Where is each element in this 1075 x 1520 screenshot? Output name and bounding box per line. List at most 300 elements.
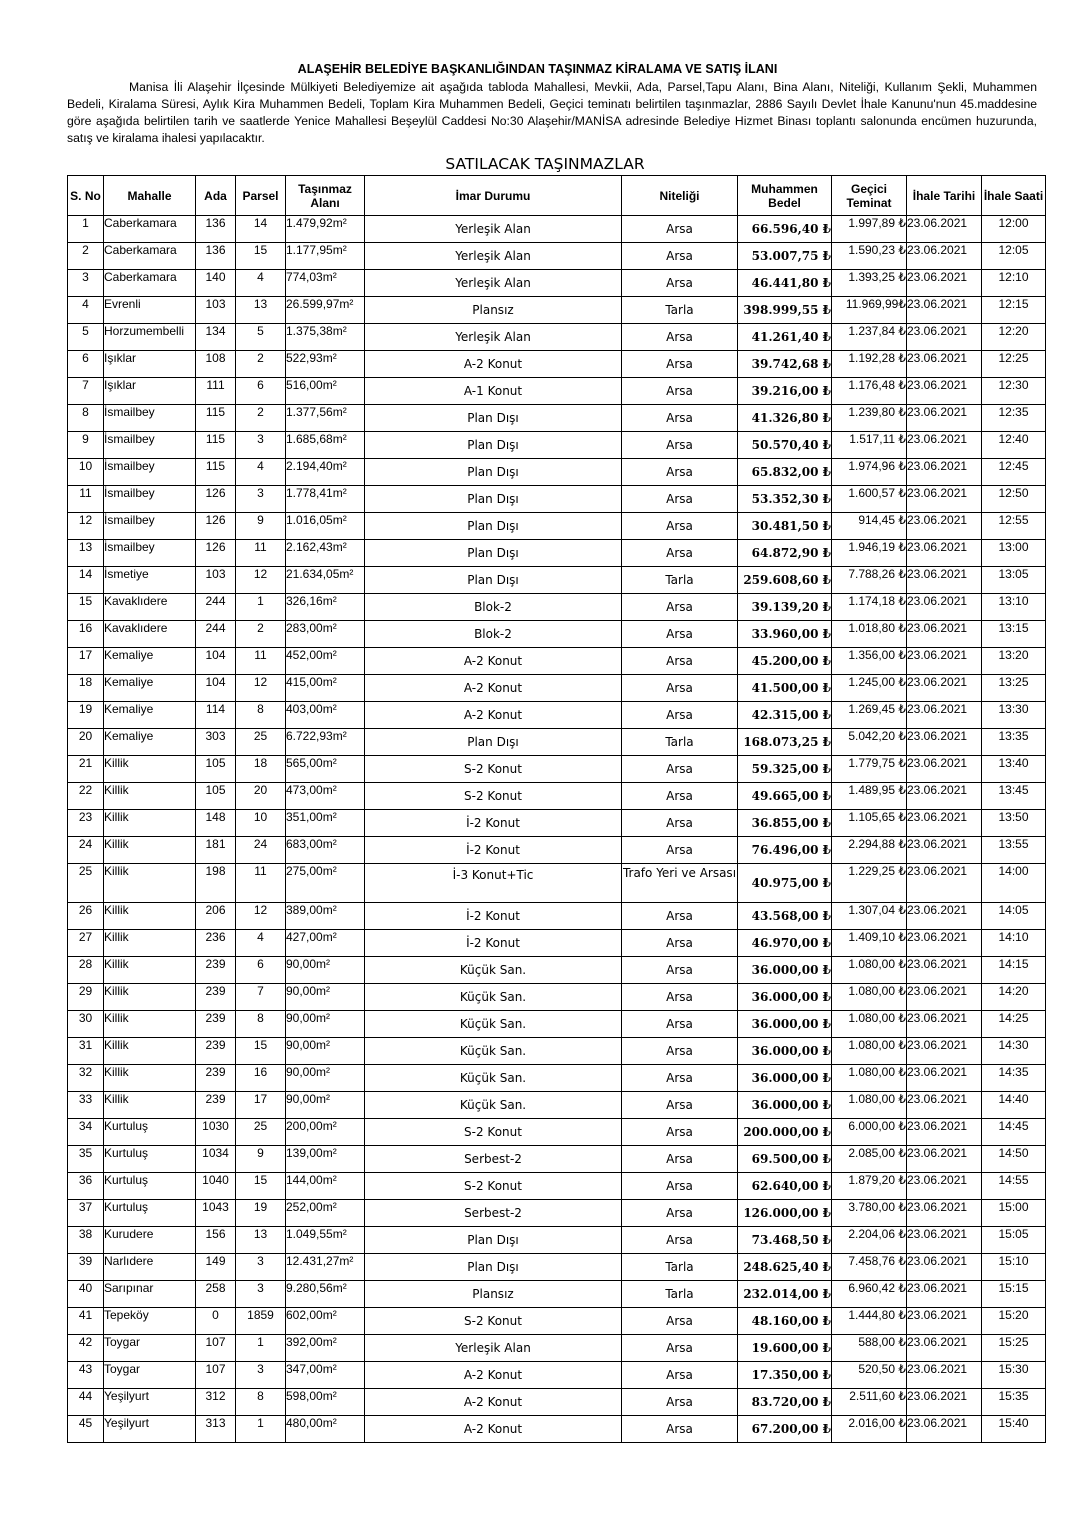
cell-mahalle: Toygar bbox=[104, 1335, 196, 1362]
cell-sno: 30 bbox=[68, 1011, 104, 1038]
cell-mahalle: Killik bbox=[104, 1011, 196, 1038]
cell-ada: 136 bbox=[196, 216, 236, 243]
cell-mahalle: Killik bbox=[104, 864, 196, 903]
cell-tarih: 23.06.2021 bbox=[907, 1173, 982, 1200]
cell-mahalle: Killik bbox=[104, 837, 196, 864]
cell-imar: Plansız bbox=[365, 1281, 622, 1308]
cell-nitelik: Arsa bbox=[622, 837, 738, 864]
cell-ada: 107 bbox=[196, 1335, 236, 1362]
cell-bedel: 36.000,00 ₺ bbox=[738, 1038, 832, 1065]
cell-mahalle: İsmailbey bbox=[104, 540, 196, 567]
cell-tarih: 23.06.2021 bbox=[907, 783, 982, 810]
cell-nitelik: Arsa bbox=[622, 459, 738, 486]
cell-mahalle: Kurtuluş bbox=[104, 1146, 196, 1173]
cell-parsel: 4 bbox=[236, 459, 286, 486]
cell-imar: Yerleşik Alan bbox=[365, 1335, 622, 1362]
cell-teminat: 1.105,65 ₺ bbox=[832, 810, 907, 837]
cell-parsel: 9 bbox=[236, 1146, 286, 1173]
header-col-mahalle: Mahalle bbox=[104, 176, 196, 216]
cell-parsel: 25 bbox=[236, 1119, 286, 1146]
cell-teminat: 1.489,95 ₺ bbox=[832, 783, 907, 810]
cell-nitelik: Arsa bbox=[622, 351, 738, 378]
cell-mahalle: Toygar bbox=[104, 1362, 196, 1389]
cell-mahalle: Killik bbox=[104, 810, 196, 837]
cell-alan: 522,93m² bbox=[286, 351, 365, 378]
cell-alan: 1.016,05m² bbox=[286, 513, 365, 540]
cell-bedel: 48.160,00 ₺ bbox=[738, 1308, 832, 1335]
cell-mahalle: Killik bbox=[104, 1092, 196, 1119]
cell-bedel: 36.000,00 ₺ bbox=[738, 957, 832, 984]
cell-saat: 15:40 bbox=[982, 1416, 1046, 1443]
cell-sno: 17 bbox=[68, 648, 104, 675]
cell-parsel: 3 bbox=[236, 1254, 286, 1281]
cell-sno: 8 bbox=[68, 405, 104, 432]
cell-alan: 26.599,97m² bbox=[286, 297, 365, 324]
cell-sno: 29 bbox=[68, 984, 104, 1011]
cell-bedel: 42.315,00 ₺ bbox=[738, 702, 832, 729]
cell-imar: A-2 Konut bbox=[365, 648, 622, 675]
cell-mahalle: İsmetiye bbox=[104, 567, 196, 594]
cell-imar: Yerleşik Alan bbox=[365, 243, 622, 270]
cell-bedel: 39.216,00 ₺ bbox=[738, 378, 832, 405]
cell-tarih: 23.06.2021 bbox=[907, 1200, 982, 1227]
cell-ada: 303 bbox=[196, 729, 236, 756]
cell-nitelik: Arsa bbox=[622, 903, 738, 930]
cell-bedel: 259.608,60 ₺ bbox=[738, 567, 832, 594]
cell-saat: 12:20 bbox=[982, 324, 1046, 351]
table-row bbox=[68, 459, 1046, 486]
cell-mahalle: Kemaliye bbox=[104, 729, 196, 756]
cell-saat: 14:45 bbox=[982, 1119, 1046, 1146]
cell-imar: İ-2 Konut bbox=[365, 810, 622, 837]
cell-alan: 389,00m² bbox=[286, 903, 365, 930]
cell-imar: S-2 Konut bbox=[365, 1308, 622, 1335]
cell-ada: 206 bbox=[196, 903, 236, 930]
cell-sno: 37 bbox=[68, 1200, 104, 1227]
cell-imar: A-2 Konut bbox=[365, 351, 622, 378]
cell-ada: 126 bbox=[196, 486, 236, 513]
cell-mahalle: Caberkamara bbox=[104, 243, 196, 270]
property-table bbox=[67, 175, 1046, 1443]
cell-imar: Plan Dışı bbox=[365, 729, 622, 756]
table-row bbox=[68, 957, 1046, 984]
cell-ada: 140 bbox=[196, 270, 236, 297]
cell-imar: İ-2 Konut bbox=[365, 930, 622, 957]
cell-mahalle: İsmailbey bbox=[104, 405, 196, 432]
cell-nitelik: Arsa bbox=[622, 1389, 738, 1416]
cell-nitelik: Trafo Yeri ve Arsası bbox=[622, 864, 738, 903]
cell-bedel: 53.352,30 ₺ bbox=[738, 486, 832, 513]
cell-imar: S-2 Konut bbox=[365, 1173, 622, 1200]
table-row bbox=[68, 1362, 1046, 1389]
cell-alan: 90,00m² bbox=[286, 1038, 365, 1065]
cell-sno: 11 bbox=[68, 486, 104, 513]
cell-sno: 10 bbox=[68, 459, 104, 486]
cell-saat: 13:10 bbox=[982, 594, 1046, 621]
cell-sno: 43 bbox=[68, 1362, 104, 1389]
cell-saat: 12:05 bbox=[982, 243, 1046, 270]
cell-mahalle: Kemaliye bbox=[104, 648, 196, 675]
cell-sno: 19 bbox=[68, 702, 104, 729]
header-col-ada: Ada bbox=[196, 176, 236, 216]
cell-mahalle: Killik bbox=[104, 1065, 196, 1092]
cell-bedel: 67.200,00 ₺ bbox=[738, 1416, 832, 1443]
cell-tarih: 23.06.2021 bbox=[907, 513, 982, 540]
cell-saat: 12:25 bbox=[982, 351, 1046, 378]
cell-saat: 13:55 bbox=[982, 837, 1046, 864]
cell-ada: 126 bbox=[196, 513, 236, 540]
table-row bbox=[68, 1119, 1046, 1146]
cell-mahalle: Kurtuluş bbox=[104, 1119, 196, 1146]
table-row bbox=[68, 837, 1046, 864]
cell-nitelik: Arsa bbox=[622, 648, 738, 675]
table-row bbox=[68, 243, 1046, 270]
cell-saat: 14:20 bbox=[982, 984, 1046, 1011]
cell-alan: 283,00m² bbox=[286, 621, 365, 648]
cell-nitelik: Arsa bbox=[622, 1227, 738, 1254]
table-row bbox=[68, 1173, 1046, 1200]
cell-nitelik: Arsa bbox=[622, 243, 738, 270]
cell-mahalle: Killik bbox=[104, 984, 196, 1011]
cell-sno: 13 bbox=[68, 540, 104, 567]
cell-tarih: 23.06.2021 bbox=[907, 702, 982, 729]
cell-teminat: 1.229,25 ₺ bbox=[832, 864, 907, 903]
cell-bedel: 46.441,80 ₺ bbox=[738, 270, 832, 297]
cell-bedel: 66.596,40 ₺ bbox=[738, 216, 832, 243]
cell-imar: Küçük San. bbox=[365, 984, 622, 1011]
table-row bbox=[68, 1146, 1046, 1173]
cell-parsel: 1 bbox=[236, 1416, 286, 1443]
cell-imar: S-2 Konut bbox=[365, 756, 622, 783]
cell-mahalle: Kemaliye bbox=[104, 675, 196, 702]
cell-alan: 351,00m² bbox=[286, 810, 365, 837]
cell-teminat: 1.393,25 ₺ bbox=[832, 270, 907, 297]
cell-nitelik: Arsa bbox=[622, 1038, 738, 1065]
cell-ada: 1040 bbox=[196, 1173, 236, 1200]
cell-tarih: 23.06.2021 bbox=[907, 1308, 982, 1335]
cell-imar: A-2 Konut bbox=[365, 1416, 622, 1443]
cell-alan: 90,00m² bbox=[286, 1092, 365, 1119]
cell-imar: Plan Dışı bbox=[365, 432, 622, 459]
cell-bedel: 39.139,20 ₺ bbox=[738, 594, 832, 621]
cell-ada: 126 bbox=[196, 540, 236, 567]
cell-teminat: 1.080,00 ₺ bbox=[832, 1038, 907, 1065]
cell-mahalle: Kavaklıdere bbox=[104, 594, 196, 621]
cell-teminat: 6.960,42 ₺ bbox=[832, 1281, 907, 1308]
cell-nitelik: Arsa bbox=[622, 675, 738, 702]
cell-ada: 312 bbox=[196, 1389, 236, 1416]
cell-tarih: 23.06.2021 bbox=[907, 1416, 982, 1443]
table-row bbox=[68, 1038, 1046, 1065]
cell-teminat: 5.042,20 ₺ bbox=[832, 729, 907, 756]
cell-imar: A-2 Konut bbox=[365, 702, 622, 729]
cell-nitelik: Arsa bbox=[622, 621, 738, 648]
cell-alan: 1.479,92m² bbox=[286, 216, 365, 243]
cell-parsel: 2 bbox=[236, 621, 286, 648]
cell-imar: Plan Dışı bbox=[365, 405, 622, 432]
table-row bbox=[68, 675, 1046, 702]
cell-alan: 90,00m² bbox=[286, 957, 365, 984]
cell-teminat: 1.245,00 ₺ bbox=[832, 675, 907, 702]
cell-sno: 14 bbox=[68, 567, 104, 594]
cell-nitelik: Tarla bbox=[622, 1254, 738, 1281]
cell-nitelik: Arsa bbox=[622, 1416, 738, 1443]
cell-mahalle: Killik bbox=[104, 756, 196, 783]
cell-mahalle: Yeşilyurt bbox=[104, 1389, 196, 1416]
cell-imar: Blok-2 bbox=[365, 594, 622, 621]
cell-ada: 1034 bbox=[196, 1146, 236, 1173]
cell-ada: 236 bbox=[196, 930, 236, 957]
cell-ada: 115 bbox=[196, 459, 236, 486]
cell-alan: 139,00m² bbox=[286, 1146, 365, 1173]
cell-nitelik: Arsa bbox=[622, 756, 738, 783]
cell-saat: 14:15 bbox=[982, 957, 1046, 984]
cell-teminat: 1.080,00 ₺ bbox=[832, 1065, 907, 1092]
cell-mahalle: Sarıpınar bbox=[104, 1281, 196, 1308]
cell-mahalle: Horzumembelli bbox=[104, 324, 196, 351]
cell-alan: 12.431,27m² bbox=[286, 1254, 365, 1281]
cell-nitelik: Tarla bbox=[622, 297, 738, 324]
cell-alan: 565,00m² bbox=[286, 756, 365, 783]
cell-nitelik: Tarla bbox=[622, 567, 738, 594]
cell-nitelik: Arsa bbox=[622, 378, 738, 405]
cell-nitelik: Arsa bbox=[622, 1200, 738, 1227]
cell-teminat: 1.779,75 ₺ bbox=[832, 756, 907, 783]
cell-ada: 111 bbox=[196, 378, 236, 405]
cell-tarih: 23.06.2021 bbox=[907, 864, 982, 903]
table-row bbox=[68, 1011, 1046, 1038]
cell-tarih: 23.06.2021 bbox=[907, 837, 982, 864]
table-row bbox=[68, 903, 1046, 930]
cell-tarih: 23.06.2021 bbox=[907, 405, 982, 432]
cell-nitelik: Tarla bbox=[622, 729, 738, 756]
cell-teminat: 1.018,80 ₺ bbox=[832, 621, 907, 648]
cell-sno: 4 bbox=[68, 297, 104, 324]
cell-alan: 347,00m² bbox=[286, 1362, 365, 1389]
cell-tarih: 23.06.2021 bbox=[907, 351, 982, 378]
cell-imar: Yerleşik Alan bbox=[365, 324, 622, 351]
cell-saat: 14:35 bbox=[982, 1065, 1046, 1092]
cell-teminat: 1.356,00 ₺ bbox=[832, 648, 907, 675]
cell-ada: 148 bbox=[196, 810, 236, 837]
cell-nitelik: Arsa bbox=[622, 540, 738, 567]
cell-parsel: 13 bbox=[236, 1227, 286, 1254]
cell-nitelik: Arsa bbox=[622, 216, 738, 243]
cell-sno: 45 bbox=[68, 1416, 104, 1443]
cell-sno: 3 bbox=[68, 270, 104, 297]
table-row bbox=[68, 513, 1046, 540]
table-row bbox=[68, 1065, 1046, 1092]
cell-ada: 244 bbox=[196, 594, 236, 621]
cell-teminat: 7.458,76 ₺ bbox=[832, 1254, 907, 1281]
cell-saat: 13:00 bbox=[982, 540, 1046, 567]
intro-paragraph bbox=[67, 79, 1037, 147]
cell-teminat: 1.176,48 ₺ bbox=[832, 378, 907, 405]
cell-saat: 12:00 bbox=[982, 216, 1046, 243]
cell-parsel: 11 bbox=[236, 864, 286, 903]
cell-sno: 18 bbox=[68, 675, 104, 702]
cell-nitelik: Arsa bbox=[622, 1146, 738, 1173]
cell-sno: 32 bbox=[68, 1065, 104, 1092]
cell-alan: 602,00m² bbox=[286, 1308, 365, 1335]
cell-saat: 15:30 bbox=[982, 1362, 1046, 1389]
cell-teminat: 6.000,00 ₺ bbox=[832, 1119, 907, 1146]
table-row bbox=[68, 567, 1046, 594]
cell-teminat: 1.974,96 ₺ bbox=[832, 459, 907, 486]
cell-parsel: 14 bbox=[236, 216, 286, 243]
cell-sno: 24 bbox=[68, 837, 104, 864]
cell-ada: 104 bbox=[196, 648, 236, 675]
cell-ada: 103 bbox=[196, 297, 236, 324]
cell-teminat: 1.080,00 ₺ bbox=[832, 1011, 907, 1038]
cell-sno: 23 bbox=[68, 810, 104, 837]
cell-bedel: 76.496,00 ₺ bbox=[738, 837, 832, 864]
cell-parsel: 15 bbox=[236, 1038, 286, 1065]
cell-tarih: 23.06.2021 bbox=[907, 756, 982, 783]
cell-imar: A-1 Konut bbox=[365, 378, 622, 405]
cell-sno: 9 bbox=[68, 432, 104, 459]
cell-teminat: 1.080,00 ₺ bbox=[832, 1092, 907, 1119]
cell-parsel: 11 bbox=[236, 648, 286, 675]
cell-sno: 15 bbox=[68, 594, 104, 621]
cell-bedel: 65.832,00 ₺ bbox=[738, 459, 832, 486]
cell-alan: 1.049,55m² bbox=[286, 1227, 365, 1254]
cell-ada: 239 bbox=[196, 1038, 236, 1065]
cell-mahalle: İsmailbey bbox=[104, 486, 196, 513]
cell-tarih: 23.06.2021 bbox=[907, 378, 982, 405]
cell-parsel: 3 bbox=[236, 486, 286, 513]
cell-imar: A-2 Konut bbox=[365, 1362, 622, 1389]
cell-bedel: 59.325,00 ₺ bbox=[738, 756, 832, 783]
cell-tarih: 23.06.2021 bbox=[907, 1119, 982, 1146]
cell-bedel: 36.000,00 ₺ bbox=[738, 1011, 832, 1038]
cell-tarih: 23.06.2021 bbox=[907, 957, 982, 984]
cell-saat: 14:10 bbox=[982, 930, 1046, 957]
cell-parsel: 18 bbox=[236, 756, 286, 783]
cell-teminat: 1.946,19 ₺ bbox=[832, 540, 907, 567]
cell-teminat: 1.239,80 ₺ bbox=[832, 405, 907, 432]
cell-imar: İ-3 Konut+Tic bbox=[365, 864, 622, 903]
cell-imar: Küçük San. bbox=[365, 1065, 622, 1092]
table-row bbox=[68, 756, 1046, 783]
cell-sno: 35 bbox=[68, 1146, 104, 1173]
cell-sno: 36 bbox=[68, 1173, 104, 1200]
cell-alan: 452,00m² bbox=[286, 648, 365, 675]
cell-parsel: 11 bbox=[236, 540, 286, 567]
cell-alan: 1.377,56m² bbox=[286, 405, 365, 432]
cell-ada: 149 bbox=[196, 1254, 236, 1281]
cell-ada: 114 bbox=[196, 702, 236, 729]
table-row bbox=[68, 270, 1046, 297]
cell-teminat: 1.174,18 ₺ bbox=[832, 594, 907, 621]
cell-saat: 13:25 bbox=[982, 675, 1046, 702]
cell-saat: 12:50 bbox=[982, 486, 1046, 513]
cell-nitelik: Arsa bbox=[622, 324, 738, 351]
cell-mahalle: Killik bbox=[104, 903, 196, 930]
cell-saat: 12:30 bbox=[982, 378, 1046, 405]
cell-nitelik: Arsa bbox=[622, 984, 738, 1011]
cell-parsel: 5 bbox=[236, 324, 286, 351]
cell-bedel: 50.570,40 ₺ bbox=[738, 432, 832, 459]
cell-ada: 244 bbox=[196, 621, 236, 648]
cell-parsel: 4 bbox=[236, 270, 286, 297]
cell-ada: 134 bbox=[196, 324, 236, 351]
cell-parsel: 9 bbox=[236, 513, 286, 540]
cell-bedel: 36.000,00 ₺ bbox=[738, 1092, 832, 1119]
cell-bedel: 30.481,50 ₺ bbox=[738, 513, 832, 540]
cell-mahalle: Killik bbox=[104, 1038, 196, 1065]
cell-parsel: 12 bbox=[236, 675, 286, 702]
cell-sno: 33 bbox=[68, 1092, 104, 1119]
cell-bedel: 46.970,00 ₺ bbox=[738, 930, 832, 957]
header-col-nitelik: Niteliği bbox=[622, 176, 738, 216]
cell-teminat: 520,50 ₺ bbox=[832, 1362, 907, 1389]
cell-saat: 12:10 bbox=[982, 270, 1046, 297]
cell-nitelik: Arsa bbox=[622, 810, 738, 837]
section-title: SATILACAK TAŞINMAZLAR bbox=[445, 155, 645, 173]
cell-mahalle: İsmailbey bbox=[104, 513, 196, 540]
cell-imar: Yerleşik Alan bbox=[365, 216, 622, 243]
cell-teminat: 2.085,00 ₺ bbox=[832, 1146, 907, 1173]
cell-saat: 12:55 bbox=[982, 513, 1046, 540]
cell-ada: 105 bbox=[196, 783, 236, 810]
cell-mahalle: Işıklar bbox=[104, 378, 196, 405]
cell-teminat: 1.192,28 ₺ bbox=[832, 351, 907, 378]
cell-saat: 13:40 bbox=[982, 756, 1046, 783]
cell-imar: Küçük San. bbox=[365, 1092, 622, 1119]
table-row bbox=[68, 1389, 1046, 1416]
table-row bbox=[68, 1308, 1046, 1335]
cell-parsel: 8 bbox=[236, 1011, 286, 1038]
cell-nitelik: Arsa bbox=[622, 1335, 738, 1362]
cell-teminat: 914,45 ₺ bbox=[832, 513, 907, 540]
table-row bbox=[68, 351, 1046, 378]
cell-bedel: 36.000,00 ₺ bbox=[738, 1065, 832, 1092]
cell-alan: 144,00m² bbox=[286, 1173, 365, 1200]
cell-nitelik: Arsa bbox=[622, 594, 738, 621]
cell-parsel: 12 bbox=[236, 567, 286, 594]
cell-saat: 12:40 bbox=[982, 432, 1046, 459]
cell-tarih: 23.06.2021 bbox=[907, 1335, 982, 1362]
table-row bbox=[68, 216, 1046, 243]
cell-teminat: 1.444,80 ₺ bbox=[832, 1308, 907, 1335]
cell-parsel: 4 bbox=[236, 930, 286, 957]
cell-mahalle: Kavaklıdere bbox=[104, 621, 196, 648]
cell-ada: 115 bbox=[196, 405, 236, 432]
cell-alan: 516,00m² bbox=[286, 378, 365, 405]
table-row bbox=[68, 324, 1046, 351]
cell-saat: 15:20 bbox=[982, 1308, 1046, 1335]
table-row bbox=[68, 783, 1046, 810]
cell-ada: 103 bbox=[196, 567, 236, 594]
cell-parsel: 8 bbox=[236, 1389, 286, 1416]
cell-nitelik: Arsa bbox=[622, 930, 738, 957]
table-row bbox=[68, 540, 1046, 567]
cell-saat: 12:15 bbox=[982, 297, 1046, 324]
cell-parsel: 20 bbox=[236, 783, 286, 810]
cell-teminat: 2.294,88 ₺ bbox=[832, 837, 907, 864]
cell-tarih: 23.06.2021 bbox=[907, 567, 982, 594]
table-row bbox=[68, 594, 1046, 621]
cell-sno: 16 bbox=[68, 621, 104, 648]
cell-ada: 1030 bbox=[196, 1119, 236, 1146]
table-row bbox=[68, 432, 1046, 459]
cell-imar: Plan Dışı bbox=[365, 1254, 622, 1281]
cell-bedel: 49.665,00 ₺ bbox=[738, 783, 832, 810]
cell-sno: 40 bbox=[68, 1281, 104, 1308]
cell-saat: 14:30 bbox=[982, 1038, 1046, 1065]
cell-alan: 2.194,40m² bbox=[286, 459, 365, 486]
